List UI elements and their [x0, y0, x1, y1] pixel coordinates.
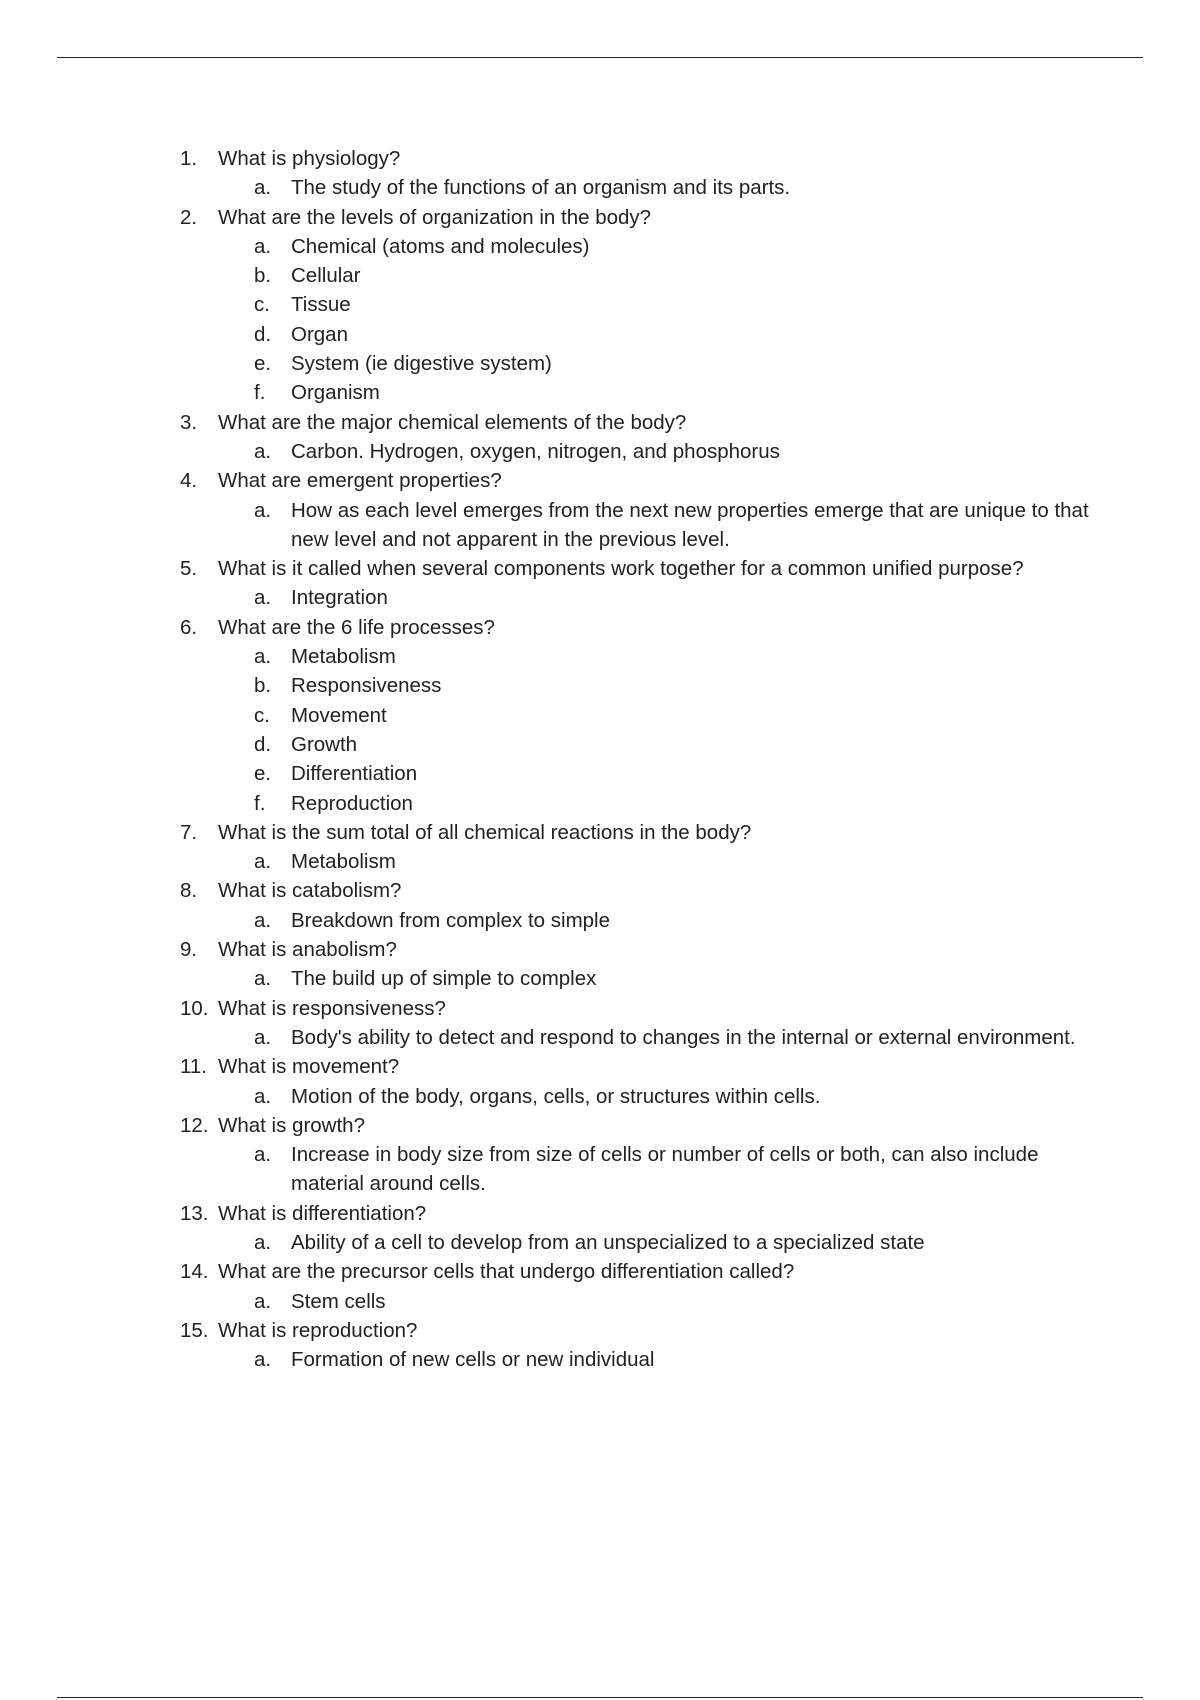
answer-item — [0, 1287, 1200, 1316]
question-item — [0, 466, 1200, 495]
answer-letter: b. — [254, 264, 272, 288]
question-item — [0, 935, 1200, 964]
answer-text: Breakdown from complex to simple — [291, 908, 611, 932]
answer-item — [0, 1140, 1200, 1199]
answer-item — [0, 789, 1200, 818]
answer-item — [0, 320, 1200, 349]
answer-item — [0, 261, 1200, 290]
top-rule — [57, 57, 1143, 58]
question-text: What are the precursor cells that undergo differentiation called? — [218, 1260, 795, 1284]
answer-text: Carbon. Hydrogen, oxygen, nitrogen, and phosphorus — [291, 439, 780, 463]
question-text: What are the levels of organization in the body? — [218, 205, 652, 229]
answer-item — [0, 378, 1200, 407]
answer-text: Metabolism — [291, 850, 396, 874]
answer-item — [0, 349, 1200, 378]
answer-text: Body's ability to detect and respond to changes in the internal or external environment. — [291, 1025, 1076, 1049]
answer-item — [0, 1228, 1200, 1257]
answer-letter: a. — [254, 498, 272, 522]
answer-text: The study of the functions of an organism and its parts. — [291, 176, 791, 200]
question-item — [0, 1199, 1200, 1228]
question-text: What is it called when several components work together for a common unified purpose? — [218, 557, 1024, 581]
answer-item — [0, 671, 1200, 700]
bottom-rule — [57, 1697, 1143, 1698]
answer-text: Differentiation — [291, 762, 418, 786]
answer-text: Tissue — [291, 293, 351, 317]
question-number: 8. — [180, 879, 198, 903]
answer-letter: a. — [254, 1230, 272, 1254]
answer-item — [0, 906, 1200, 935]
question-item — [0, 1316, 1200, 1345]
answer-letter: a. — [254, 234, 272, 258]
answer-text: Movement — [291, 703, 387, 727]
question-number: 15. — [180, 1318, 209, 1342]
question-number: 3. — [180, 410, 198, 434]
question-item — [0, 876, 1200, 905]
question-number: 4. — [180, 469, 198, 493]
question-item — [0, 818, 1200, 847]
question-number: 11. — [180, 1055, 207, 1079]
question-item — [0, 613, 1200, 642]
question-text: What is responsiveness? — [218, 996, 446, 1020]
answer-text: How as each level emerges from the next new properties emerge that are unique to that new level and not apparent in the previous level. — [291, 498, 1089, 551]
question-number: 10. — [180, 996, 209, 1020]
answer-item — [0, 642, 1200, 671]
answer-item — [0, 730, 1200, 759]
answer-item — [0, 232, 1200, 261]
answer-text: Increase in body size from size of cells or number of cells or both, can also include material around cells. — [291, 1143, 1039, 1196]
answer-item — [0, 496, 1200, 555]
answer-text: The build up of simple to complex — [291, 967, 597, 991]
answer-letter: e. — [254, 762, 272, 786]
answer-letter: a. — [254, 586, 272, 610]
question-text: What are emergent properties? — [218, 469, 502, 493]
answer-text: Organism — [291, 381, 380, 405]
question-number: 5. — [180, 557, 198, 581]
answer-letter: a. — [254, 1289, 272, 1313]
answer-item — [0, 583, 1200, 612]
question-number: 12. — [180, 1113, 209, 1137]
question-item — [0, 1052, 1200, 1081]
question-item — [0, 1257, 1200, 1286]
answer-text: Reproduction — [291, 791, 413, 815]
question-item — [0, 408, 1200, 437]
answer-item — [0, 1023, 1200, 1052]
question-text: What is movement? — [218, 1055, 400, 1079]
question-number: 13. — [180, 1201, 209, 1225]
answer-item — [0, 1082, 1200, 1111]
question-item — [0, 203, 1200, 232]
answer-text: Cellular — [291, 264, 361, 288]
answer-text: Responsiveness — [291, 674, 442, 698]
answer-text: Integration — [291, 586, 388, 610]
question-number: 9. — [180, 938, 198, 962]
answer-letter: c. — [254, 293, 270, 317]
answer-letter: a. — [254, 967, 272, 991]
question-text: What are the major chemical elements of the body? — [218, 410, 687, 434]
question-text: What is differentiation? — [218, 1201, 427, 1225]
question-list — [0, 144, 1200, 1374]
answer-item — [0, 437, 1200, 466]
answer-text: Formation of new cells or new individual — [291, 1348, 655, 1372]
answer-text: Ability of a cell to develop from an unspecialized to a specialized state — [291, 1230, 925, 1254]
question-text: What is physiology? — [218, 147, 401, 170]
answer-letter: a. — [254, 1143, 272, 1167]
answer-letter: c. — [254, 703, 270, 727]
answer-text: Chemical (atoms and molecules) — [291, 234, 590, 258]
question-text: What are the 6 life processes? — [218, 615, 495, 639]
question-number: 6. — [180, 615, 198, 639]
answer-letter: a. — [254, 850, 272, 874]
answer-letter: f. — [254, 381, 266, 405]
answer-text: Organ — [291, 322, 348, 346]
question-number: 7. — [180, 820, 198, 844]
question-text: What is reproduction? — [218, 1318, 418, 1342]
answer-text: Stem cells — [291, 1289, 386, 1313]
question-item — [0, 144, 1200, 173]
answer-letter: a. — [254, 1348, 272, 1372]
question-item — [0, 994, 1200, 1023]
answer-text: Motion of the body, organs, cells, or structures within cells. — [291, 1084, 821, 1108]
answer-letter: a. — [254, 176, 272, 200]
question-item — [0, 1111, 1200, 1140]
answer-letter: a. — [254, 1025, 272, 1049]
question-number: 2. — [180, 205, 198, 229]
question-text: What is catabolism? — [218, 879, 402, 903]
answer-item — [0, 290, 1200, 319]
answer-item — [0, 759, 1200, 788]
answer-item — [0, 847, 1200, 876]
answer-text: Growth — [291, 732, 358, 756]
answer-letter: f. — [254, 791, 266, 815]
answer-item — [0, 173, 1200, 202]
answer-letter: b. — [254, 674, 272, 698]
question-item — [0, 554, 1200, 583]
question-text: What is growth? — [218, 1113, 365, 1137]
answer-letter: a. — [254, 908, 272, 932]
answer-letter: d. — [254, 322, 272, 346]
answer-letter: d. — [254, 732, 272, 756]
answer-letter: e. — [254, 352, 272, 376]
answer-item — [0, 701, 1200, 730]
answer-letter: a. — [254, 1084, 272, 1108]
answer-text: System (ie digestive system) — [291, 352, 552, 376]
answer-text: Metabolism — [291, 645, 396, 669]
answer-item — [0, 964, 1200, 993]
question-text: What is anabolism? — [218, 938, 397, 962]
question-number: 1. — [180, 147, 198, 170]
question-number: 14. — [180, 1260, 209, 1284]
answer-letter: a. — [254, 645, 272, 669]
question-text: What is the sum total of all chemical reactions in the body? — [218, 820, 752, 844]
answer-item — [0, 1345, 1200, 1374]
answer-letter: a. — [254, 439, 272, 463]
